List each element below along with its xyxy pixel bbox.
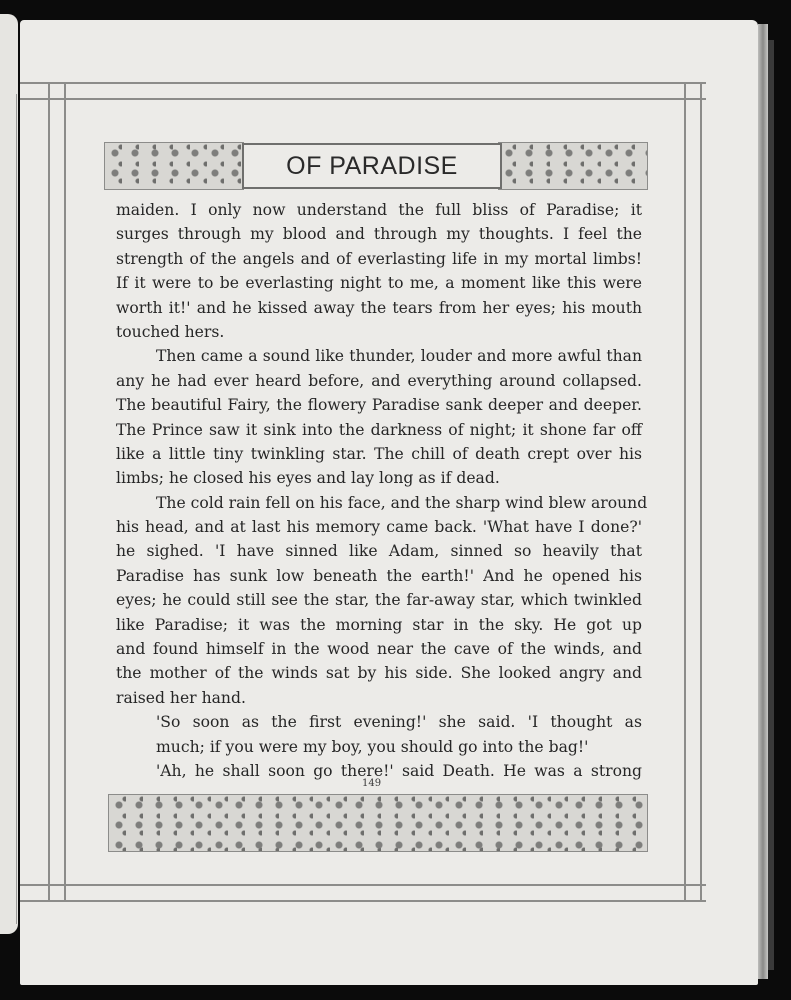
frame-rule-left-outer: [48, 82, 50, 902]
facing-page-edge: [0, 14, 18, 934]
frame-rule-right-outer: [700, 82, 702, 902]
chapter-title-box: [242, 143, 502, 189]
header-ornament-right: [498, 142, 648, 190]
text-line: touched hers.: [116, 322, 225, 341]
text-line: worth it!' and he kissed away the tears from her eyes; his mouth: [116, 298, 642, 317]
text-line: 'So soon as the first evening!' she said. 'I thought as: [156, 713, 642, 732]
text-line: maiden. I only now understand the full bliss of Paradise; it: [116, 201, 642, 219]
frame-rule-right-inner: [684, 82, 686, 902]
page-number: 149: [362, 778, 382, 789]
frame-rule-left-inner: [64, 82, 66, 902]
text-line: limbs; he closed his eyes and lay long as if dead.: [116, 469, 500, 488]
page-stack-edge: [758, 24, 768, 979]
text-line: any he had ever heard before, and everything around collapsed.: [116, 371, 642, 390]
chapter-title: OF PARADISE: [286, 151, 458, 180]
text-line: The Prince saw it sink into the darkness of night; it shone far off: [116, 420, 642, 439]
facing-page-line: [6, 94, 17, 924]
frame-rule-top-inner: [20, 98, 706, 100]
frame-rule-bottom-inner: [20, 884, 706, 886]
text-line: If it were to be everlasting night to me, a moment like this were: [116, 274, 642, 293]
text-line: he sighed. 'I have sinned like Adam, sinned so heavily that: [116, 542, 642, 561]
book-cover-edge: [768, 40, 774, 970]
text-line: his head, and at last his memory came back. 'What have I done?': [116, 518, 642, 537]
text-line: much; if you were my boy, you should go into the bag!': [156, 737, 589, 756]
text-line: eyes; he could still see the star, the far-away star, which twinkled: [116, 591, 642, 610]
footer-ornament: [108, 794, 648, 852]
frame-rule-bottom-outer: [20, 900, 706, 902]
text-line: 'Ah, he shall soon go there!' said Death. He was a strong: [156, 761, 642, 780]
body-text: [116, 198, 648, 783]
text-line: The beautiful Fairy, the flowery Paradise sank deeper and deeper.: [116, 396, 642, 415]
text-line: raised her hand.: [116, 688, 246, 707]
text-line: like a little tiny twinkling star. The chill of death crept over his: [116, 444, 642, 463]
text-line: The cold rain fell on his face, and the sharp wind blew around: [156, 493, 648, 512]
header-ornament-left: [104, 142, 244, 190]
text-line: surges through my blood and through my thoughts. I feel the: [116, 225, 642, 244]
text-line: the mother of the winds sat by his side. She looked angry and: [116, 664, 642, 683]
text-line: Then came a sound like thunder, louder and more awful than: [156, 347, 642, 366]
text-line: like Paradise; it was the morning star in the sky. He got up: [116, 615, 642, 634]
frame-rule-top-outer: [20, 82, 706, 84]
text-line: Paradise has sunk low beneath the earth!' And he opened his: [116, 566, 642, 585]
text-line: strength of the angels and of everlasting life in my mortal limbs!: [116, 249, 642, 268]
text-line: and found himself in the wood near the cave of the winds, and: [116, 640, 642, 659]
